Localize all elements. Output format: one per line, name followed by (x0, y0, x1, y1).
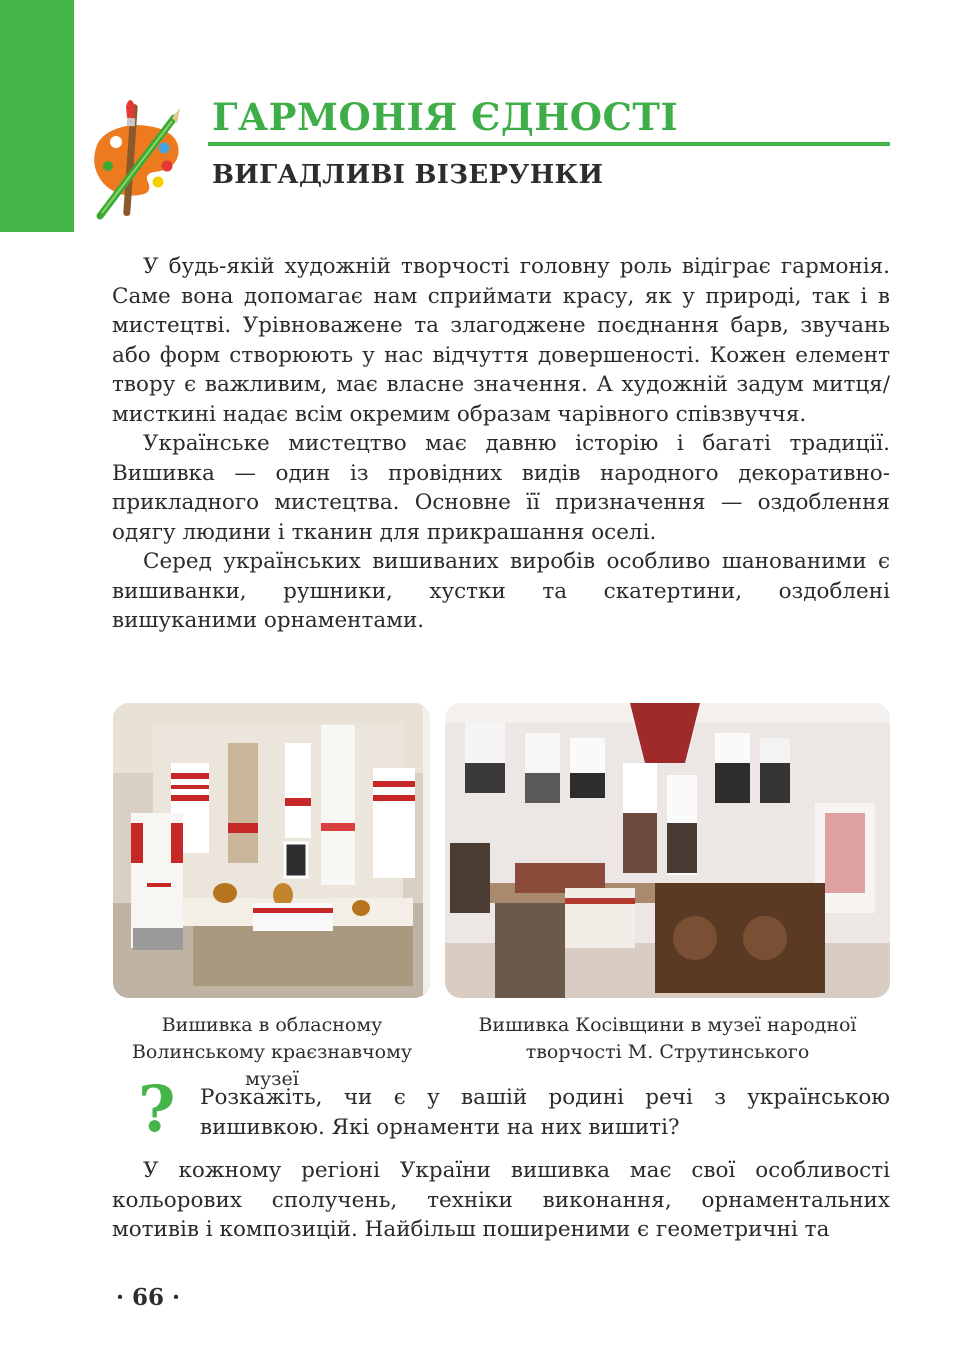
green-corner-tab (0, 0, 74, 232)
page-number: · 66 · (116, 1284, 181, 1311)
question-mark-icon: ? (138, 1072, 176, 1147)
section-subtitle: ВИГАДЛИВІ ВІЗЕРУНКИ (212, 160, 604, 190)
museum-photo-kosiv (445, 703, 890, 998)
paragraph: Українське мистецтво має давню історію і багаті традиції. Вишивка — один із провідних видів народного декоративно-прикладного мистецтва. Основне її призначення — оздоблення одягу людини і тканин для прикрашання оселі. (112, 431, 890, 545)
title-underline (208, 142, 890, 146)
discussion-question: Розкажіть, чи є у вашій родині речі з українською вишивкою. Які орнаменти на них вишиті? (200, 1085, 890, 1140)
art-palette-icon (82, 96, 186, 220)
paragraph: У будь-якій художній творчості головну роль відіграє гармонія. Саме вона допомагає нам сприймати красу, як у природі, так і в мистецтві. Урівноважене та злагоджене поєднання барв, звучань або форм створюють у нас відчуття довершеності. Кожен елемент твору є важливим, має власне значення. А художній задум митця/мисткині надає всім окремим образам чарівного співзвуччя. (112, 254, 890, 427)
paragraph: Серед українських вишиваних виробів особливо шанованими є вишиванки, рушники, хустки та скатертини, оздоблені вишуканими орнаментами. (112, 549, 890, 633)
photo-caption: Вишивка в обласному Волинському краєзнавчому музеї (131, 1014, 413, 1090)
paragraph: У кожному регіоні України вишивка має свої особливості кольорових сполучень, техніки виконання, орнаментальних мотивів і композицій. Найбільш поширеними є геометричні та (112, 1158, 890, 1242)
intro-text (112, 252, 890, 636)
photo-caption: Вишивка Косівщини в музеї народної творчості М. Струтинського (478, 1014, 857, 1063)
chapter-title: ГАРМОНІЯ ЄДНОСТІ (212, 95, 679, 139)
museum-photo-volyn (113, 703, 430, 998)
continuation-text (112, 1156, 890, 1245)
